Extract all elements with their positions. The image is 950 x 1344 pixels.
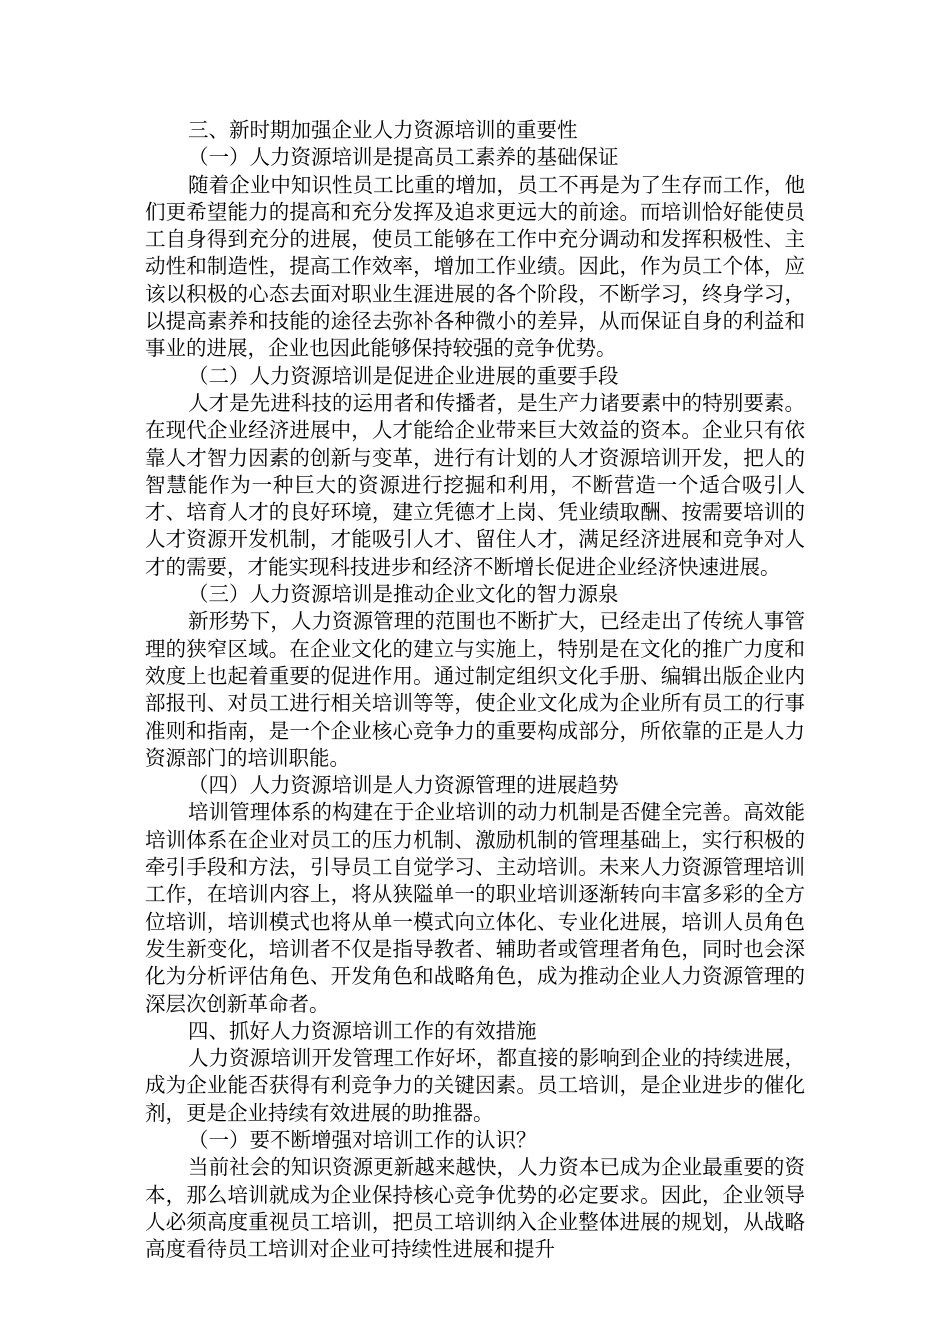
section-heading: 三、新时期加强企业人力资源培训的重要性: [188, 118, 578, 142]
subsection-heading: （一）人力资源培训是提高员工素养的基础保证: [188, 145, 619, 170]
body-paragraph: 人力资源培训开发管理工作好坏，都直接的影响到企业的持续进展，成为企业能否获得有利竞争力的关键因素。员工培训，是企业进步的催化剂，更是企业持续有效进展的助推器。: [145, 1046, 805, 1125]
body-paragraph: 培训管理体系的构建在于企业培训的动力机制是否健全完善。高效能培训体系在企业对员工的压力机制、激励机制的管理基础上，实行积极的牵引手段和方法，引导员工自觉学习、主动培训。未来人力资源管理培训工作，在培训内容上，将从狭隘单一的职业培训逐渐转向丰富多彩的全方位培训，培训模式也将从单一模式向立体化、专业化进展，培训人员角色发生新变化，培训者不仅是指导教者、辅助者或管理者角色，同时也会深化为分析评估角色、开发角色和战略角色，成为推动企业人力资源管理的深层次创新革命者。: [145, 800, 805, 1016]
body-paragraph: 随着企业中知识性员工比重的增加，员工不再是为了生存而工作，他们更希望能力的提高和充分发挥及追求更远大的前途。而培训恰好能使员工自身得到充分的进展，使员工能够在工作中充分调动和发挥积极性、主动性和制造性，提高工作效率，增加工作业绩。因此，作为员工个体，应该以积极的心态去面对职业生涯进展的各个阶段，不断学习，终身学习，以提高素养和技能的途径去弥补各种微小的差异，从而保证自身的利益和事业的进展，企业也因此能够保持较强的竞争优势。: [145, 172, 805, 361]
document-body: [145, 117, 805, 1263]
body-paragraph: 新形势下，人力资源管理的范围也不断扩大，已经走出了传统人事管理的狭窄区域。在企业文化的建立与实施上，特别是在文化的推广力度和效度上也起着重要的促进作用。通过制定组织文化手册、编辑出版企业内部报刊、对员工进行相关培训等等，使企业文化成为企业所有员工的行事准则和指南，是一个企业核心竞争力的重要构成部分，所依靠的正是人力资源部门的培训职能。: [145, 609, 805, 770]
subsection-heading: （二）人力资源培训是促进企业进展的重要手段: [188, 363, 619, 388]
body-paragraph: 人才是先进科技的运用者和传播者，是生产力诸要素中的特别要素。在现代企业经济进展中，人才能给企业带来巨大效益的资本。企业只有依靠人才智力因素的创新与变革，进行有计划的人才资源培训开发，把人的智慧能作为一种巨大的资源进行挖掘和利用，不断营造一个适合吸引人才、培育人才的良好环境，建立凭德才上岗、凭业绩取酬、按需要培训的人才资源开发机制，才能吸引人才、留住人才，满足经济进展和竞争对人才的需要，才能实现科技进步和经济不断增长促进企业经济快速进展。: [145, 390, 805, 579]
body-paragraph: 当前社会的知识资源更新越来越快，人力资本已成为企业最重要的资本，那么培训就成为企业保持核心竞争优势的必定要求。因此，企业领导人必须高度重视员工培训，把员工培训纳入企业整体进展的规划，从战略高度看待员工培训对企业可持续性进展和提升: [145, 1155, 805, 1262]
subsection-heading: （一）要不断增强对培训工作的认识？: [188, 1127, 537, 1152]
section-heading: 四、抓好人力资源培训工作的有效措施: [188, 1018, 537, 1043]
subsection-heading: （四）人力资源培训是人力资源管理的进展趋势: [188, 773, 619, 798]
subsection-heading: （三）人力资源培训是推动企业文化的智力源泉: [188, 582, 619, 607]
